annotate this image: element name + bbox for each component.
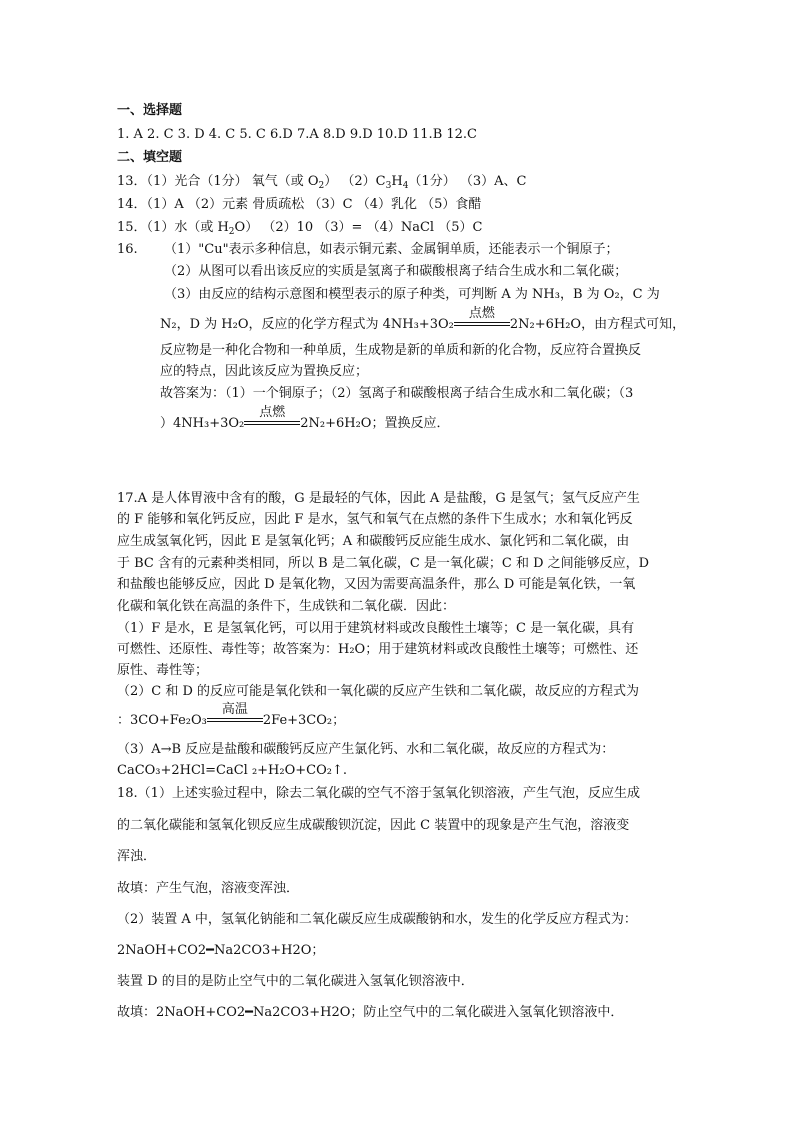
q16-text: N₂，D 为 H₂O，反应的化学方程式为 4NH₃+3O₂ [160, 317, 454, 332]
section2-title: 二、填空题 [117, 150, 183, 165]
q17-line: 和盐酸也能够反应，因此 D 是氧化物，又因为需要高温条件，那么 D 可能是氧化铁，一氧 [117, 577, 636, 592]
reaction-arrow [454, 305, 510, 332]
q18-line: 浑浊． [117, 849, 157, 864]
q13-part: （1分） （3）A、C [408, 174, 527, 189]
q17-line: （1）F 是水，E 是氢氧化钙，可以用于建筑材料或改良酸性土壤等；C 是一氧化碳，具有 [117, 621, 635, 636]
q17-line: 原性、毒性等； [117, 663, 209, 678]
q15-part: O） （2）10 （3）= （4）NaCl （5）C [234, 220, 483, 235]
q18-line: （2）装置 A 中，氢氧化钠能和二氧化碳反应生成碳酸钠和水，发生的化学反应方程式为： [117, 912, 637, 927]
q17-line: 应生成氢氧化钙，因此 E 是氢氧化钙；A 和碳酸钙反应能生成水、氯化钙和二氧化碳，由 [117, 534, 630, 549]
q18-line: 18.（1）上述实验过程中，除去二氧化碳的空气不溶于氢氧化钡溶液，产生气泡，反应生成 [117, 786, 640, 801]
q17-line: 的 F 能够和氧化钙反应，因此 F 是水，氢气和氧气在点燃的条件下生成水；水和氧化钙反 [117, 512, 633, 527]
q16-line: （2）从图可以看出该反应的实质是氢离子和碳酸根离子结合生成水和二氧化碳； [164, 264, 628, 279]
q16-equation-line [160, 404, 450, 433]
q17-line: （3）A→B 反应是盐酸和碳酸钙反应产生氯化钙、水和二氧化碳，故反应的方程式为： [117, 742, 615, 757]
q15-answer [117, 219, 482, 241]
q16-text: 2N₂+6H₂O，由方程式可知， [509, 317, 686, 332]
q18-line: 2NaOH+CO2━Na2CO3+H2O； [117, 943, 325, 958]
q16-text: 2N₂+6H₂O；置换反应． [300, 416, 450, 431]
reaction-condition: 高温 [221, 701, 248, 717]
q13-answer [117, 173, 526, 195]
q18-line: 的二氧化碳能和氢氧化钡反应生成碳酸钡沉淀，因此 C 装置中的现象是产生气泡，溶液变 [117, 818, 630, 833]
reaction-condition: 点燃 [259, 404, 286, 420]
q16-equation-line [160, 305, 686, 334]
q18-line: 装置 D 的目的是防止空气中的二氧化碳进入氢氧化钡溶液中． [117, 974, 474, 989]
reaction-arrow [207, 701, 263, 728]
q13-part: ） （2）C [324, 174, 386, 189]
q13-part: H [391, 174, 403, 189]
reaction-condition: 点燃 [468, 305, 495, 321]
q17-line: 17.A 是人体胃液中含有的酸，G 是最轻的气体，因此 A 是盐酸，G 是氢气；氢气反应产生 [117, 491, 640, 506]
q16-line: 故答案为：（1）一个铜原子；（2）氢离子和碳酸根离子结合生成水和二氧化碳；（3 [160, 386, 634, 401]
q17-line: 可燃性、还原性、毒性等；故答案为：H₂O；用于建筑材料或改良酸性土壤等；可燃性、还 [117, 642, 639, 657]
q17-line: 化碳和氧化铁在高温的条件下，生成铁和二氧化碳．因此： [117, 599, 456, 614]
q17-equation-line [117, 701, 346, 730]
reaction-arrow [244, 404, 300, 431]
mc-answers: 1. A 2. C 3. D 4. C 5. C 6.D 7.A 8.D 9.D 10.D 11.B 12.C [117, 127, 478, 142]
q16-text: ）4NH₃+3O₂ [160, 416, 245, 431]
q17-line: （2）C 和 D 的反应可能是氧化铁和一氧化碳的反应产生铁和二氧化碳，故反应的方程式为 [117, 684, 640, 699]
section1-title: 一、选择题 [117, 103, 183, 118]
q13-part: 13．（1）光合（1分） 氧气（或 O [117, 174, 319, 189]
q16-line: 应的特点，因此该反应为置换反应； [160, 364, 369, 379]
q14-answer: 14．（1）A （2）元素 骨质疏松 （3）C （4）乳化 （5）食醋 [117, 197, 482, 212]
q15-part: 15．（1）水（或 H [117, 220, 229, 235]
q13-sub: 3 [385, 181, 392, 191]
q17-line: 于 BC 含有的元素种类相同，所以 B 是二氧化碳，C 是一氧化碳；C 和 D 之间能够反应，D [117, 556, 650, 571]
q18-line: 故填：2NaOH+CO2━Na2CO3+H2O；防止空气中的二氧化碳进入氢氧化钡溶液中． [117, 1005, 624, 1020]
q16-line: （1）"Cu"表示多种信息，如表示铜元素、金属铜单质，还能表示一个铜原子； [164, 242, 619, 257]
q15-sub: 2 [228, 227, 235, 237]
q17-text: 2Fe+3CO₂； [262, 713, 346, 728]
q16-number: 16. [117, 242, 138, 257]
q16-line: 反应物是一种化合物和一种单质，生成物是新的单质和新的化合物，反应符合置换反 [160, 343, 642, 358]
q13-sub: 2 [318, 181, 325, 191]
q18-line: 故填：产生气泡，溶液变浑浊． [117, 881, 300, 896]
q17-line: CaCO₃+2HCl=CaCl ₂+H₂O+CO₂↑. [117, 763, 347, 778]
q16-line: （3）由反应的结构示意图和模型表示的原子种类，可判断 A 为 NH₃，B 为 O₂，C 为 [164, 287, 660, 302]
q17-text: ：3CO+Fe₂O₃ [117, 713, 207, 728]
q13-sub: 4 [402, 181, 409, 191]
